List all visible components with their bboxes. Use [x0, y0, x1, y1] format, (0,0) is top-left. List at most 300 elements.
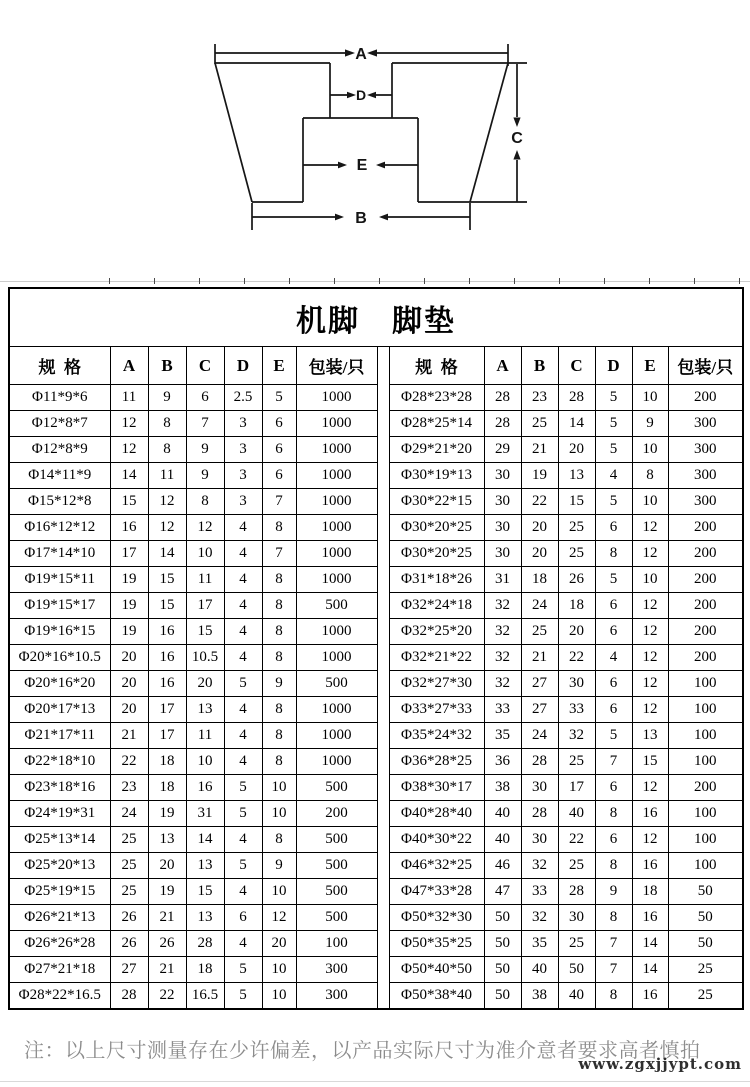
a-cell: 28 — [110, 983, 148, 1010]
b-cell: 15 — [148, 593, 186, 619]
e-cell: 12 — [262, 905, 296, 931]
spec-cell: Φ22*18*10 — [9, 749, 110, 775]
b-cell: 21 — [148, 957, 186, 983]
spec-cell: Φ26*26*28 — [9, 931, 110, 957]
spec-cell: Φ19*16*15 — [9, 619, 110, 645]
e-cell: 10 — [632, 489, 668, 515]
header-a-left: A — [110, 347, 148, 385]
e-cell: 12 — [632, 775, 668, 801]
pkg-cell: 500 — [296, 593, 377, 619]
d-cell: 9 — [595, 879, 632, 905]
table-row — [9, 411, 743, 437]
a-cell: 46 — [484, 853, 521, 879]
b-cell: 19 — [521, 463, 558, 489]
c-cell: 32 — [558, 723, 595, 749]
spec-cell: Φ20*17*13 — [9, 697, 110, 723]
spec-cell: Φ36*28*25 — [389, 749, 484, 775]
d-cell: 5 — [595, 723, 632, 749]
c-cell: 16 — [186, 775, 224, 801]
spec-cell: Φ11*9*6 — [9, 385, 110, 411]
b-cell: 18 — [148, 749, 186, 775]
header-b-right: B — [521, 347, 558, 385]
spec-cell: Φ31*18*26 — [389, 567, 484, 593]
c-cell: 25 — [558, 853, 595, 879]
header-spec-right: 规 格 — [389, 347, 484, 385]
spec-cell: Φ27*21*18 — [9, 957, 110, 983]
c-cell: 9 — [186, 437, 224, 463]
spec-cell: Φ19*15*11 — [9, 567, 110, 593]
spec-cell: Φ50*40*50 — [389, 957, 484, 983]
c-cell: 31 — [186, 801, 224, 827]
pkg-cell: 500 — [296, 905, 377, 931]
spec-cell: Φ15*12*8 — [9, 489, 110, 515]
pkg-cell: 300 — [668, 463, 743, 489]
b-cell: 22 — [521, 489, 558, 515]
d-cell: 4 — [595, 463, 632, 489]
a-cell: 38 — [484, 775, 521, 801]
spec-cell: Φ32*24*18 — [389, 593, 484, 619]
pkg-cell: 500 — [296, 775, 377, 801]
d-cell: 4 — [224, 827, 262, 853]
d-cell: 5 — [224, 775, 262, 801]
a-cell: 32 — [484, 671, 521, 697]
table-row — [9, 515, 743, 541]
pkg-cell: 50 — [668, 879, 743, 905]
e-cell: 10 — [262, 775, 296, 801]
b-cell: 18 — [148, 775, 186, 801]
pkg-cell: 25 — [668, 983, 743, 1010]
b-cell: 30 — [521, 827, 558, 853]
d-cell: 7 — [595, 749, 632, 775]
pkg-cell: 200 — [668, 567, 743, 593]
e-cell: 9 — [262, 671, 296, 697]
e-cell: 8 — [262, 645, 296, 671]
a-cell: 47 — [484, 879, 521, 905]
pkg-cell: 1000 — [296, 619, 377, 645]
b-cell: 25 — [521, 619, 558, 645]
pkg-cell: 1000 — [296, 411, 377, 437]
b-cell: 33 — [521, 879, 558, 905]
table-row — [9, 567, 743, 593]
d-cell: 3 — [224, 437, 262, 463]
a-cell: 29 — [484, 437, 521, 463]
header-e-right: E — [632, 347, 668, 385]
c-cell: 26 — [558, 567, 595, 593]
spec-cell: Φ29*21*20 — [389, 437, 484, 463]
b-cell: 30 — [521, 775, 558, 801]
b-cell: 20 — [521, 515, 558, 541]
pkg-cell: 200 — [668, 385, 743, 411]
e-cell: 10 — [632, 567, 668, 593]
d-cell: 8 — [595, 801, 632, 827]
d-cell: 5 — [224, 853, 262, 879]
b-cell: 12 — [148, 489, 186, 515]
a-cell: 28 — [484, 411, 521, 437]
d-cell: 6 — [595, 671, 632, 697]
pkg-cell: 1000 — [296, 437, 377, 463]
c-cell: 22 — [558, 827, 595, 853]
c-cell: 11 — [186, 567, 224, 593]
a-cell: 30 — [484, 463, 521, 489]
a-cell: 22 — [110, 749, 148, 775]
a-cell: 50 — [484, 983, 521, 1010]
spec-cell: Φ32*21*22 — [389, 645, 484, 671]
spec-cell: Φ25*13*14 — [9, 827, 110, 853]
pkg-cell: 50 — [668, 905, 743, 931]
table-row — [9, 489, 743, 515]
d-cell: 5 — [595, 437, 632, 463]
a-cell: 25 — [110, 827, 148, 853]
b-cell: 20 — [521, 541, 558, 567]
spec-cell: Φ25*20*13 — [9, 853, 110, 879]
a-cell: 26 — [110, 905, 148, 931]
b-cell: 26 — [148, 931, 186, 957]
pkg-cell: 50 — [668, 931, 743, 957]
pkg-cell: 200 — [668, 515, 743, 541]
b-cell: 38 — [521, 983, 558, 1010]
table-row — [9, 983, 743, 1010]
a-cell: 25 — [110, 853, 148, 879]
d-cell: 5 — [224, 957, 262, 983]
e-cell: 14 — [632, 931, 668, 957]
e-cell: 12 — [632, 593, 668, 619]
d-cell: 8 — [595, 905, 632, 931]
watermark: www.zgxjjypt.com — [578, 1055, 742, 1073]
header-c-left: C — [186, 347, 224, 385]
table-row — [9, 645, 743, 671]
pkg-cell: 100 — [668, 801, 743, 827]
b-cell: 19 — [148, 801, 186, 827]
spec-cell: Φ12*8*9 — [9, 437, 110, 463]
dimension-diagram — [0, 0, 750, 260]
spec-cell: Φ50*35*25 — [389, 931, 484, 957]
c-cell: 30 — [558, 905, 595, 931]
d-cell: 7 — [595, 957, 632, 983]
a-cell: 20 — [110, 645, 148, 671]
b-cell: 8 — [148, 411, 186, 437]
d-cell: 5 — [224, 801, 262, 827]
header-b-left: B — [148, 347, 186, 385]
b-cell: 24 — [521, 723, 558, 749]
table-row — [9, 541, 743, 567]
d-cell: 7 — [595, 931, 632, 957]
d-cell: 4 — [224, 723, 262, 749]
d-cell: 5 — [595, 385, 632, 411]
d-cell: 3 — [224, 411, 262, 437]
a-cell: 19 — [110, 619, 148, 645]
b-cell: 21 — [521, 645, 558, 671]
c-cell: 14 — [186, 827, 224, 853]
a-cell: 21 — [110, 723, 148, 749]
table-row — [9, 437, 743, 463]
c-cell: 28 — [186, 931, 224, 957]
pkg-cell: 1000 — [296, 697, 377, 723]
dim-label-a: A — [355, 46, 367, 63]
e-cell: 12 — [632, 645, 668, 671]
table-title: 机脚 脚垫 — [9, 288, 743, 347]
c-cell: 13 — [186, 905, 224, 931]
e-cell: 12 — [632, 541, 668, 567]
spec-cell: Φ40*28*40 — [389, 801, 484, 827]
spec-cell: Φ28*25*14 — [389, 411, 484, 437]
e-cell: 13 — [632, 723, 668, 749]
spec-cell: Φ30*20*25 — [389, 541, 484, 567]
pkg-cell: 1000 — [296, 515, 377, 541]
d-cell: 5 — [224, 671, 262, 697]
pkg-cell: 300 — [296, 983, 377, 1010]
e-cell: 8 — [262, 697, 296, 723]
c-cell: 9 — [186, 463, 224, 489]
d-cell: 5 — [224, 983, 262, 1010]
pkg-cell: 200 — [668, 645, 743, 671]
a-cell: 31 — [484, 567, 521, 593]
pkg-cell: 100 — [668, 697, 743, 723]
table-title-row — [9, 288, 743, 347]
a-cell: 27 — [110, 957, 148, 983]
header-a-right: A — [484, 347, 521, 385]
table-row — [9, 619, 743, 645]
e-cell: 9 — [262, 853, 296, 879]
table-row — [9, 801, 743, 827]
table-row — [9, 385, 743, 411]
b-cell: 9 — [148, 385, 186, 411]
e-cell: 8 — [632, 463, 668, 489]
spec-cell: Φ24*19*31 — [9, 801, 110, 827]
e-cell: 10 — [262, 879, 296, 905]
table-row — [9, 957, 743, 983]
spec-cell: Φ30*19*13 — [389, 463, 484, 489]
pkg-cell: 500 — [296, 879, 377, 905]
pkg-cell: 100 — [668, 671, 743, 697]
e-cell: 6 — [262, 463, 296, 489]
d-cell: 6 — [595, 697, 632, 723]
a-cell: 32 — [484, 619, 521, 645]
e-cell: 14 — [632, 957, 668, 983]
table-spacer-column — [377, 347, 389, 1010]
pkg-cell: 100 — [668, 827, 743, 853]
table-row — [9, 931, 743, 957]
d-cell: 6 — [595, 593, 632, 619]
c-cell: 25 — [558, 541, 595, 567]
pkg-cell: 1000 — [296, 567, 377, 593]
b-cell: 32 — [521, 853, 558, 879]
pkg-cell: 100 — [668, 749, 743, 775]
pkg-cell: 200 — [668, 775, 743, 801]
b-cell: 20 — [148, 853, 186, 879]
table-header-row — [9, 347, 743, 385]
e-cell: 10 — [632, 385, 668, 411]
c-cell: 15 — [186, 619, 224, 645]
d-cell: 4 — [224, 541, 262, 567]
e-cell: 12 — [632, 697, 668, 723]
pkg-cell: 300 — [668, 489, 743, 515]
a-cell: 35 — [484, 723, 521, 749]
c-cell: 7 — [186, 411, 224, 437]
b-cell: 13 — [148, 827, 186, 853]
d-cell: 2.5 — [224, 385, 262, 411]
b-cell: 17 — [148, 723, 186, 749]
spec-cell: Φ20*16*20 — [9, 671, 110, 697]
a-cell: 50 — [484, 957, 521, 983]
table-row — [9, 775, 743, 801]
a-cell: 40 — [484, 801, 521, 827]
c-cell: 25 — [558, 931, 595, 957]
header-c-right: C — [558, 347, 595, 385]
foot-pad-outline — [215, 44, 527, 230]
d-cell: 8 — [595, 983, 632, 1010]
pkg-cell: 100 — [668, 853, 743, 879]
b-cell: 16 — [148, 619, 186, 645]
a-cell: 20 — [110, 671, 148, 697]
pkg-cell: 500 — [296, 671, 377, 697]
e-cell: 18 — [632, 879, 668, 905]
pkg-cell: 1000 — [296, 541, 377, 567]
d-cell: 6 — [595, 775, 632, 801]
e-cell: 8 — [262, 515, 296, 541]
b-cell: 22 — [148, 983, 186, 1010]
b-cell: 14 — [148, 541, 186, 567]
a-cell: 24 — [110, 801, 148, 827]
b-cell: 17 — [148, 697, 186, 723]
a-cell: 12 — [110, 437, 148, 463]
spec-cell: Φ23*18*16 — [9, 775, 110, 801]
a-cell: 32 — [484, 645, 521, 671]
a-cell: 20 — [110, 697, 148, 723]
d-cell: 3 — [224, 489, 262, 515]
e-cell: 10 — [262, 983, 296, 1010]
c-cell: 13 — [558, 463, 595, 489]
header-e-left: E — [262, 347, 296, 385]
d-cell: 8 — [595, 541, 632, 567]
b-cell: 28 — [521, 801, 558, 827]
spec-cell: Φ25*19*15 — [9, 879, 110, 905]
spec-table — [8, 287, 744, 1010]
b-cell: 24 — [521, 593, 558, 619]
b-cell: 8 — [148, 437, 186, 463]
a-cell: 11 — [110, 385, 148, 411]
d-cell: 6 — [224, 905, 262, 931]
c-cell: 15 — [558, 489, 595, 515]
c-cell: 20 — [186, 671, 224, 697]
b-cell: 25 — [521, 411, 558, 437]
dimension-arrowheads — [335, 49, 521, 220]
spec-cell: Φ16*12*12 — [9, 515, 110, 541]
d-cell: 3 — [224, 463, 262, 489]
spec-cell: Φ47*33*28 — [389, 879, 484, 905]
d-cell: 4 — [224, 749, 262, 775]
e-cell: 6 — [262, 411, 296, 437]
e-cell: 8 — [262, 619, 296, 645]
e-cell: 16 — [632, 983, 668, 1010]
dim-label-d: D — [355, 87, 367, 103]
spec-cell: Φ28*23*28 — [389, 385, 484, 411]
a-cell: 15 — [110, 489, 148, 515]
a-cell: 23 — [110, 775, 148, 801]
c-cell: 20 — [558, 437, 595, 463]
table-row — [9, 853, 743, 879]
a-cell: 25 — [110, 879, 148, 905]
b-cell: 16 — [148, 671, 186, 697]
a-cell: 30 — [484, 515, 521, 541]
dim-label-b: B — [355, 210, 367, 227]
bottom-divider — [0, 1081, 750, 1082]
pkg-cell: 1000 — [296, 385, 377, 411]
spec-cell: Φ32*27*30 — [389, 671, 484, 697]
table-row — [9, 905, 743, 931]
b-cell: 40 — [521, 957, 558, 983]
a-cell: 19 — [110, 593, 148, 619]
spec-cell: Φ20*16*10.5 — [9, 645, 110, 671]
c-cell: 16.5 — [186, 983, 224, 1010]
spec-cell: Φ38*30*17 — [389, 775, 484, 801]
pkg-cell: 200 — [296, 801, 377, 827]
d-cell: 6 — [595, 827, 632, 853]
c-cell: 8 — [186, 489, 224, 515]
table-row — [9, 879, 743, 905]
d-cell: 4 — [224, 515, 262, 541]
c-cell: 10 — [186, 749, 224, 775]
spec-cell: Φ28*22*16.5 — [9, 983, 110, 1010]
a-cell: 16 — [110, 515, 148, 541]
c-cell: 30 — [558, 671, 595, 697]
a-cell: 26 — [110, 931, 148, 957]
a-cell: 12 — [110, 411, 148, 437]
e-cell: 8 — [262, 749, 296, 775]
e-cell: 12 — [632, 515, 668, 541]
c-cell: 20 — [558, 619, 595, 645]
c-cell: 14 — [558, 411, 595, 437]
c-cell: 50 — [558, 957, 595, 983]
pkg-cell: 1000 — [296, 463, 377, 489]
b-cell: 28 — [521, 749, 558, 775]
b-cell: 12 — [148, 515, 186, 541]
d-cell: 4 — [224, 567, 262, 593]
pkg-cell: 300 — [668, 411, 743, 437]
pkg-cell: 300 — [668, 437, 743, 463]
e-cell: 12 — [632, 827, 668, 853]
c-cell: 17 — [186, 593, 224, 619]
d-cell: 4 — [224, 697, 262, 723]
c-cell: 10 — [186, 541, 224, 567]
e-cell: 9 — [632, 411, 668, 437]
b-cell: 27 — [521, 697, 558, 723]
e-cell: 7 — [262, 541, 296, 567]
a-cell: 17 — [110, 541, 148, 567]
header-d-right: D — [595, 347, 632, 385]
pkg-cell: 200 — [668, 541, 743, 567]
d-cell: 4 — [224, 593, 262, 619]
spec-cell: Φ19*15*17 — [9, 593, 110, 619]
c-cell: 18 — [186, 957, 224, 983]
c-cell: 11 — [186, 723, 224, 749]
a-cell: 32 — [484, 593, 521, 619]
c-cell: 10.5 — [186, 645, 224, 671]
e-cell: 8 — [262, 827, 296, 853]
c-cell: 15 — [186, 879, 224, 905]
pkg-cell: 1000 — [296, 723, 377, 749]
e-cell: 15 — [632, 749, 668, 775]
e-cell: 7 — [262, 489, 296, 515]
d-cell: 4 — [224, 619, 262, 645]
pkg-cell: 25 — [668, 957, 743, 983]
e-cell: 16 — [632, 853, 668, 879]
table-row — [9, 827, 743, 853]
b-cell: 32 — [521, 905, 558, 931]
c-cell: 13 — [186, 853, 224, 879]
table-row — [9, 723, 743, 749]
e-cell: 16 — [632, 905, 668, 931]
spec-table-rows — [9, 288, 743, 1009]
